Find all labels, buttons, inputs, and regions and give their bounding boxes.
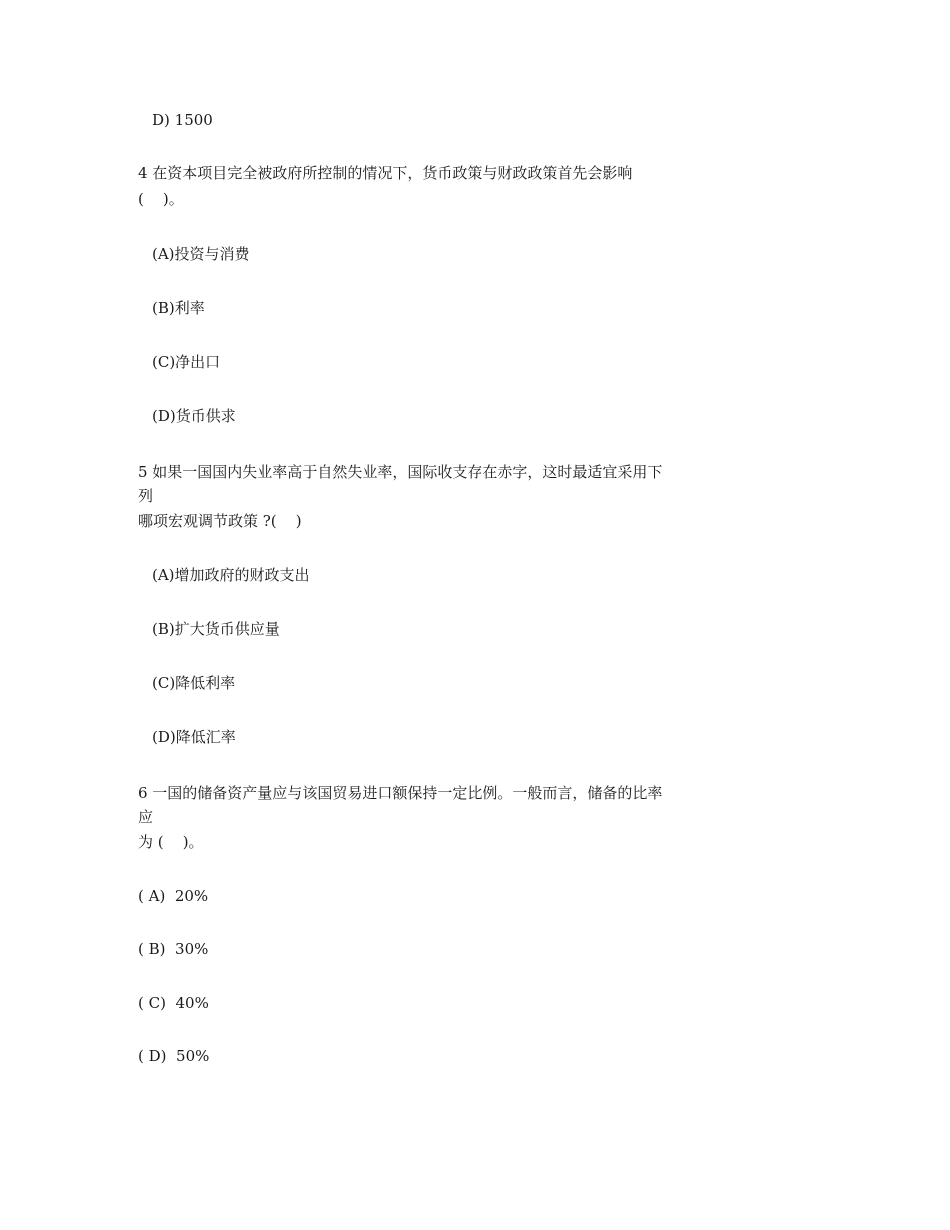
question-stem-line: 哪项宏观调节政策 ?( ) [138,512,302,530]
option-b: ( B) 30% [138,940,209,958]
option-d: ( D) 50% [138,1047,210,1065]
option-c: (C)降低利率 [152,674,236,692]
option-d: (D)降低汇率 [152,728,236,746]
question-stem-line: 6 一国的储备资产量应与该国贸易进口额保持一定比例。一般而言，储备的比率 [138,784,663,802]
option-a: (A)增加政府的财政支出 [152,566,310,584]
option-c: (C)净出口 [152,353,221,371]
option-d: (D)货币供求 [152,407,236,425]
question-stem-line: 列 [138,487,154,505]
question-stem-line: ( )。 [138,190,184,208]
question-stem-line: 4 在资本项目完全被政府所控制的情况下，货币政策与财政政策首先会影响 [138,164,633,182]
option-a: ( A) 20% [138,887,209,905]
previous-question-option-d: D) 1500 [152,111,213,129]
question-stem-line: 应 [138,808,154,826]
option-c: ( C) 40% [138,994,209,1012]
option-b: (B)利率 [152,299,205,317]
option-a: (A)投资与消费 [152,245,250,263]
question-stem-line: 为 ( )。 [138,833,204,851]
option-b: (B)扩大货币供应量 [152,620,280,638]
question-stem-line: 5 如果一国国内失业率高于自然失业率，国际收支存在赤字，这时最适宜采用下 [138,463,663,481]
